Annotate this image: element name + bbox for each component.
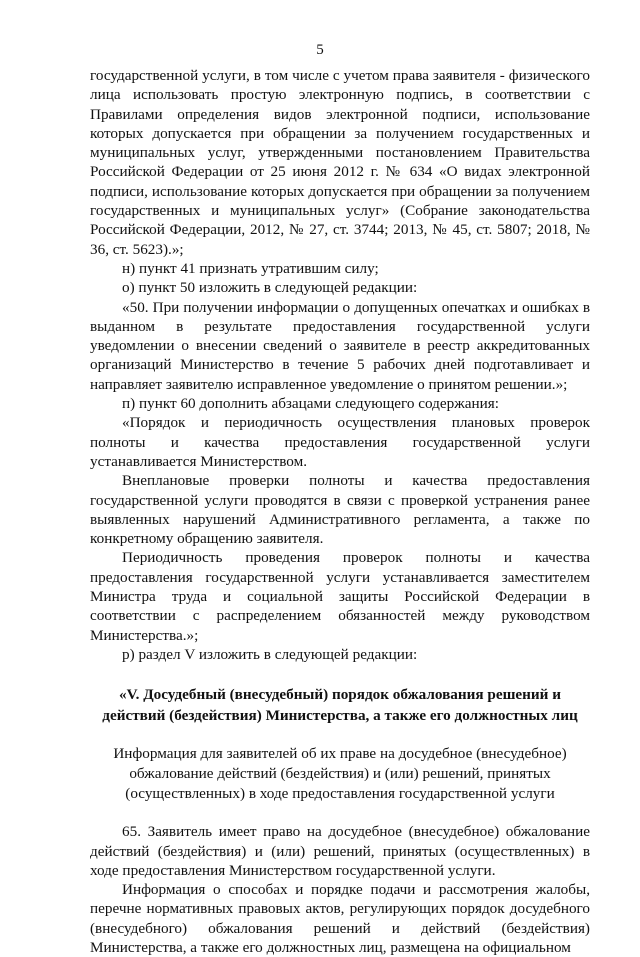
subsection-heading: Информация для заявителей об их праве на досудебное (внесудебное) обжалование действий (бездействия) и (или) решений, принятых (осуществленных) в ходе предоставления государственной услуги [113, 745, 567, 803]
paragraph-item-o: о) пункт 50 изложить в следующей редакции: [122, 279, 418, 297]
paragraph-planned-checks: «Порядок и периодичность осуществления плановых проверок полноты и качества предоставления государственной услуги устанавливается Министерством. [90, 414, 590, 470]
paragraph-clause-65: 65. Заявитель имеет право на досудебное (внесудебное) обжалование действий (бездействия) и (или) решений, принятых (осуществленных) в ходе предоставления Министерством государственной услуги. [90, 823, 590, 879]
paragraph-clause-50: «50. При получении информации о допущенных опечатках и ошибках в выданном в результате предоставления государственной услуги уведомлении о внесении сведений о заявителе в реестр аккредитованных организаций Министерство в течение 5 рабочих дней подготавливает и направляет заявителю исправленное уведомление о принятом решении.»; [90, 298, 590, 393]
section-heading: «V. Досудебный (внесудебный) порядок обжалования решений и действий (бездействия) Министерства, а также его должностных лиц [102, 686, 578, 725]
paragraph-check-frequency: Периодичность проведения проверок полноты и качества предоставления государственной услуги устанавливается заместителем Министра труда и социальной защиты Российской Федерации в соответствии с распределением обязанностей между руководством Министерства.»; [90, 549, 590, 644]
paragraph-unplanned-checks: Внеплановые проверки полноты и качества предоставления государственной услуги проводятся в связи с проверкой устранения ранее выявленных нарушений Административного регламента, а также по конкретному обращению заявителя. [90, 472, 590, 548]
paragraph-item-n: н) пункт 41 признать утратившим силу; [122, 259, 379, 277]
page-number: 5 [316, 42, 324, 58]
paragraph-continuation: государственной услуги, в том числе с учетом права заявителя - физического лица использовать простую электронную подпись, в соответствии с Правилами определения видов электронной подписи, использование которых допускается при обращении за получением государственных и муниципальных услуг, утвержденными постановлением Правительства Российской Федерации от 25 июня 2012 г. № 634 «О видах электронной подписи, использование которых допускается при обращении за получением государственных и муниципальных услуг» (Собрание законодательства Российской Федерации, 2012, № 27, ст. 3744; 2013, № 45, ст. 5807; 2018, № 36, ст. 5623).»; [90, 67, 590, 258]
paragraph-item-r: р) раздел V изложить в следующей редакции: [122, 645, 418, 663]
document-body [90, 66, 590, 957]
paragraph-complaint-info: Информация о способах и порядке подачи и рассмотрения жалобы, перечне нормативных правовых актов, регулирующих порядок досудебного (внесудебного) обжалования решений и действий (бездействия) Министерства, а также его должностных лиц, размещена на официальном [90, 881, 590, 956]
paragraph-item-p: п) пункт 60 дополнить абзацами следующего содержания: [122, 395, 499, 413]
